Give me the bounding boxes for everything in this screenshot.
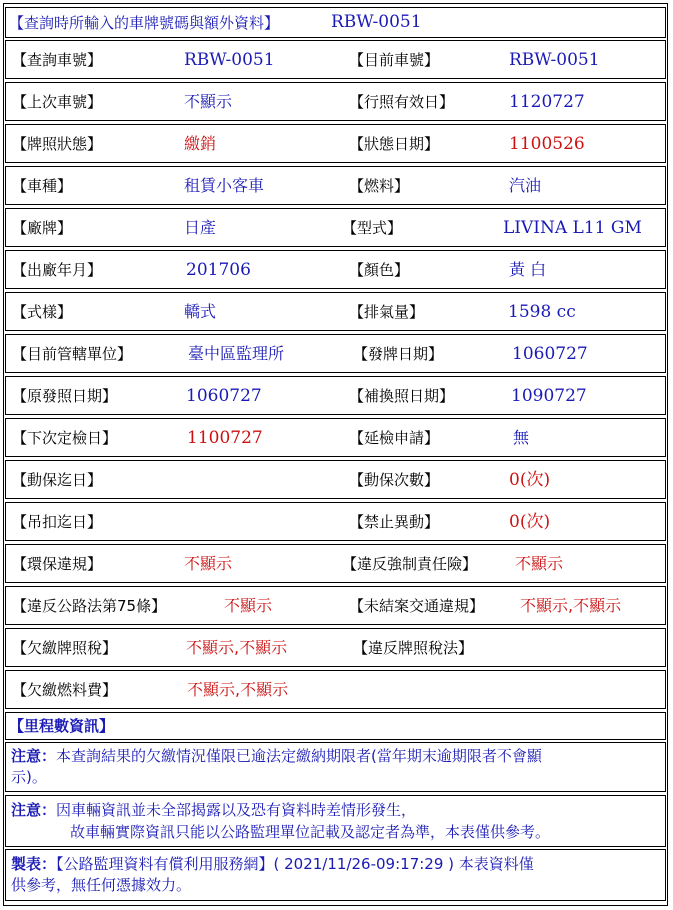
left-label: 【欠繳燃料費】 xyxy=(12,681,118,699)
footer-note xyxy=(5,849,666,901)
left-value: 不顯示 xyxy=(184,92,233,111)
right-label: 【未結案交通違規】 xyxy=(349,597,485,615)
left-value: 不顯示,不顯示 xyxy=(187,680,289,699)
right-label: 【動保次數】 xyxy=(349,471,440,489)
left-label: 【查詢車號】 xyxy=(12,51,103,69)
mileage-title: 【里程數資訊】 xyxy=(9,717,115,735)
query-header xyxy=(5,7,666,38)
left-value: 1060727 xyxy=(186,386,262,406)
note-2-line-1: 因車輛資訊並未全部揭露以及恐有資料時差情形發生， xyxy=(56,801,417,819)
right-value: 黃 白 xyxy=(509,260,547,279)
left-label: 【車種】 xyxy=(12,177,73,195)
info-row xyxy=(5,418,666,457)
info-row xyxy=(5,502,666,541)
right-value: 1120727 xyxy=(509,92,585,112)
note-2-line-2: 故車輛實際資訊只能以公路監理單位記載及認定者為準，本表僅供參考。 xyxy=(70,823,551,841)
left-label: 【目前管轄單位】 xyxy=(12,345,133,363)
note-2-label: 注意： xyxy=(11,801,57,819)
right-label: 【補換照日期】 xyxy=(349,387,455,405)
right-value: 1598 cc xyxy=(508,302,576,322)
left-value: 日產 xyxy=(184,218,217,237)
right-label: 【狀態日期】 xyxy=(349,135,440,153)
left-value: 租賃小客車 xyxy=(184,176,265,195)
info-row xyxy=(5,250,666,289)
info-row xyxy=(5,166,666,205)
right-label: 【燃料】 xyxy=(349,177,410,195)
note-1-label: 注意： xyxy=(11,747,57,765)
right-value: 0(次) xyxy=(509,470,551,490)
left-label: 【牌照狀態】 xyxy=(12,135,103,153)
info-row xyxy=(5,544,666,583)
right-value: 不顯示,不顯示 xyxy=(520,596,622,615)
left-value: 不顯示 xyxy=(224,596,273,615)
left-value: 不顯示,不顯示 xyxy=(186,638,288,657)
info-row xyxy=(5,82,666,121)
note-1-text-2: 示)。 xyxy=(11,768,47,786)
header-plate: RBW-0051 xyxy=(331,12,422,32)
footer-label: 製表： xyxy=(11,855,57,873)
right-value: 汽油 xyxy=(509,176,542,195)
right-value: 無 xyxy=(513,428,530,447)
left-label: 【下次定檢日】 xyxy=(12,429,118,447)
right-label: 【目前車號】 xyxy=(349,51,440,69)
note-1-text: 本查詢結果的欠繳情況僅限已逾法定繳納期限者(當年期末逾期限者不會顯 xyxy=(56,747,542,765)
info-row xyxy=(5,460,666,499)
info-row xyxy=(5,376,666,415)
left-label: 【動保迄日】 xyxy=(12,471,103,489)
info-row xyxy=(5,124,666,163)
footer-line-1: 【公路監理資料有償利用服務網】( 2021/11/26-09:17:29 ) 本表資料僅 xyxy=(56,855,534,873)
right-value: 1090727 xyxy=(511,386,587,406)
footer-line-2: 供參考，無任何憑據效力。 xyxy=(11,876,192,894)
info-row xyxy=(5,208,666,247)
left-value: 201706 xyxy=(186,260,251,280)
left-label: 【出廠年月】 xyxy=(12,261,103,279)
left-value: 不顯示 xyxy=(184,554,233,573)
right-label: 【行照有效日】 xyxy=(349,93,455,111)
left-value: RBW-0051 xyxy=(184,50,275,70)
right-value: 1100526 xyxy=(509,134,585,154)
info-row xyxy=(5,334,666,373)
right-label: 【發牌日期】 xyxy=(353,345,444,363)
info-row xyxy=(5,628,666,667)
right-label: 【型式】 xyxy=(342,219,403,237)
left-label: 【吊扣迄日】 xyxy=(12,513,103,531)
info-row xyxy=(5,586,666,625)
left-label: 【式樣】 xyxy=(12,303,73,321)
right-label: 【排氣量】 xyxy=(349,303,425,321)
mileage-header xyxy=(5,712,666,740)
header-title: 【查詢時所輸入的車牌號碼與額外資料】 xyxy=(9,14,280,32)
right-value: 0(次) xyxy=(509,512,551,532)
left-label: 【違反公路法第75條】 xyxy=(12,597,167,615)
right-label: 【違反強制責任險】 xyxy=(342,555,478,573)
left-label: 【環保違規】 xyxy=(12,555,103,573)
left-label: 【欠繳牌照稅】 xyxy=(12,639,118,657)
right-label: 【延檢申請】 xyxy=(349,429,440,447)
right-label: 【違反牌照稅法】 xyxy=(353,639,474,657)
right-value: LIVINA L11 GM xyxy=(503,218,642,238)
left-value: 繳銷 xyxy=(184,134,217,153)
right-value: RBW-0051 xyxy=(509,50,600,70)
right-label: 【禁止異動】 xyxy=(349,513,440,531)
left-value: 轎式 xyxy=(184,302,217,321)
info-row xyxy=(5,292,666,331)
left-value: 臺中區監理所 xyxy=(188,344,285,363)
left-label: 【原發照日期】 xyxy=(12,387,118,405)
info-row xyxy=(5,40,666,79)
info-row xyxy=(5,670,666,709)
right-label: 【顏色】 xyxy=(349,261,410,279)
left-label: 【上次車號】 xyxy=(12,93,103,111)
note-2 xyxy=(5,795,666,847)
note-1 xyxy=(5,742,666,792)
right-value: 1060727 xyxy=(512,344,588,364)
left-label: 【廠牌】 xyxy=(12,219,73,237)
left-value: 1100727 xyxy=(187,428,263,448)
right-value: 不顯示 xyxy=(515,554,564,573)
